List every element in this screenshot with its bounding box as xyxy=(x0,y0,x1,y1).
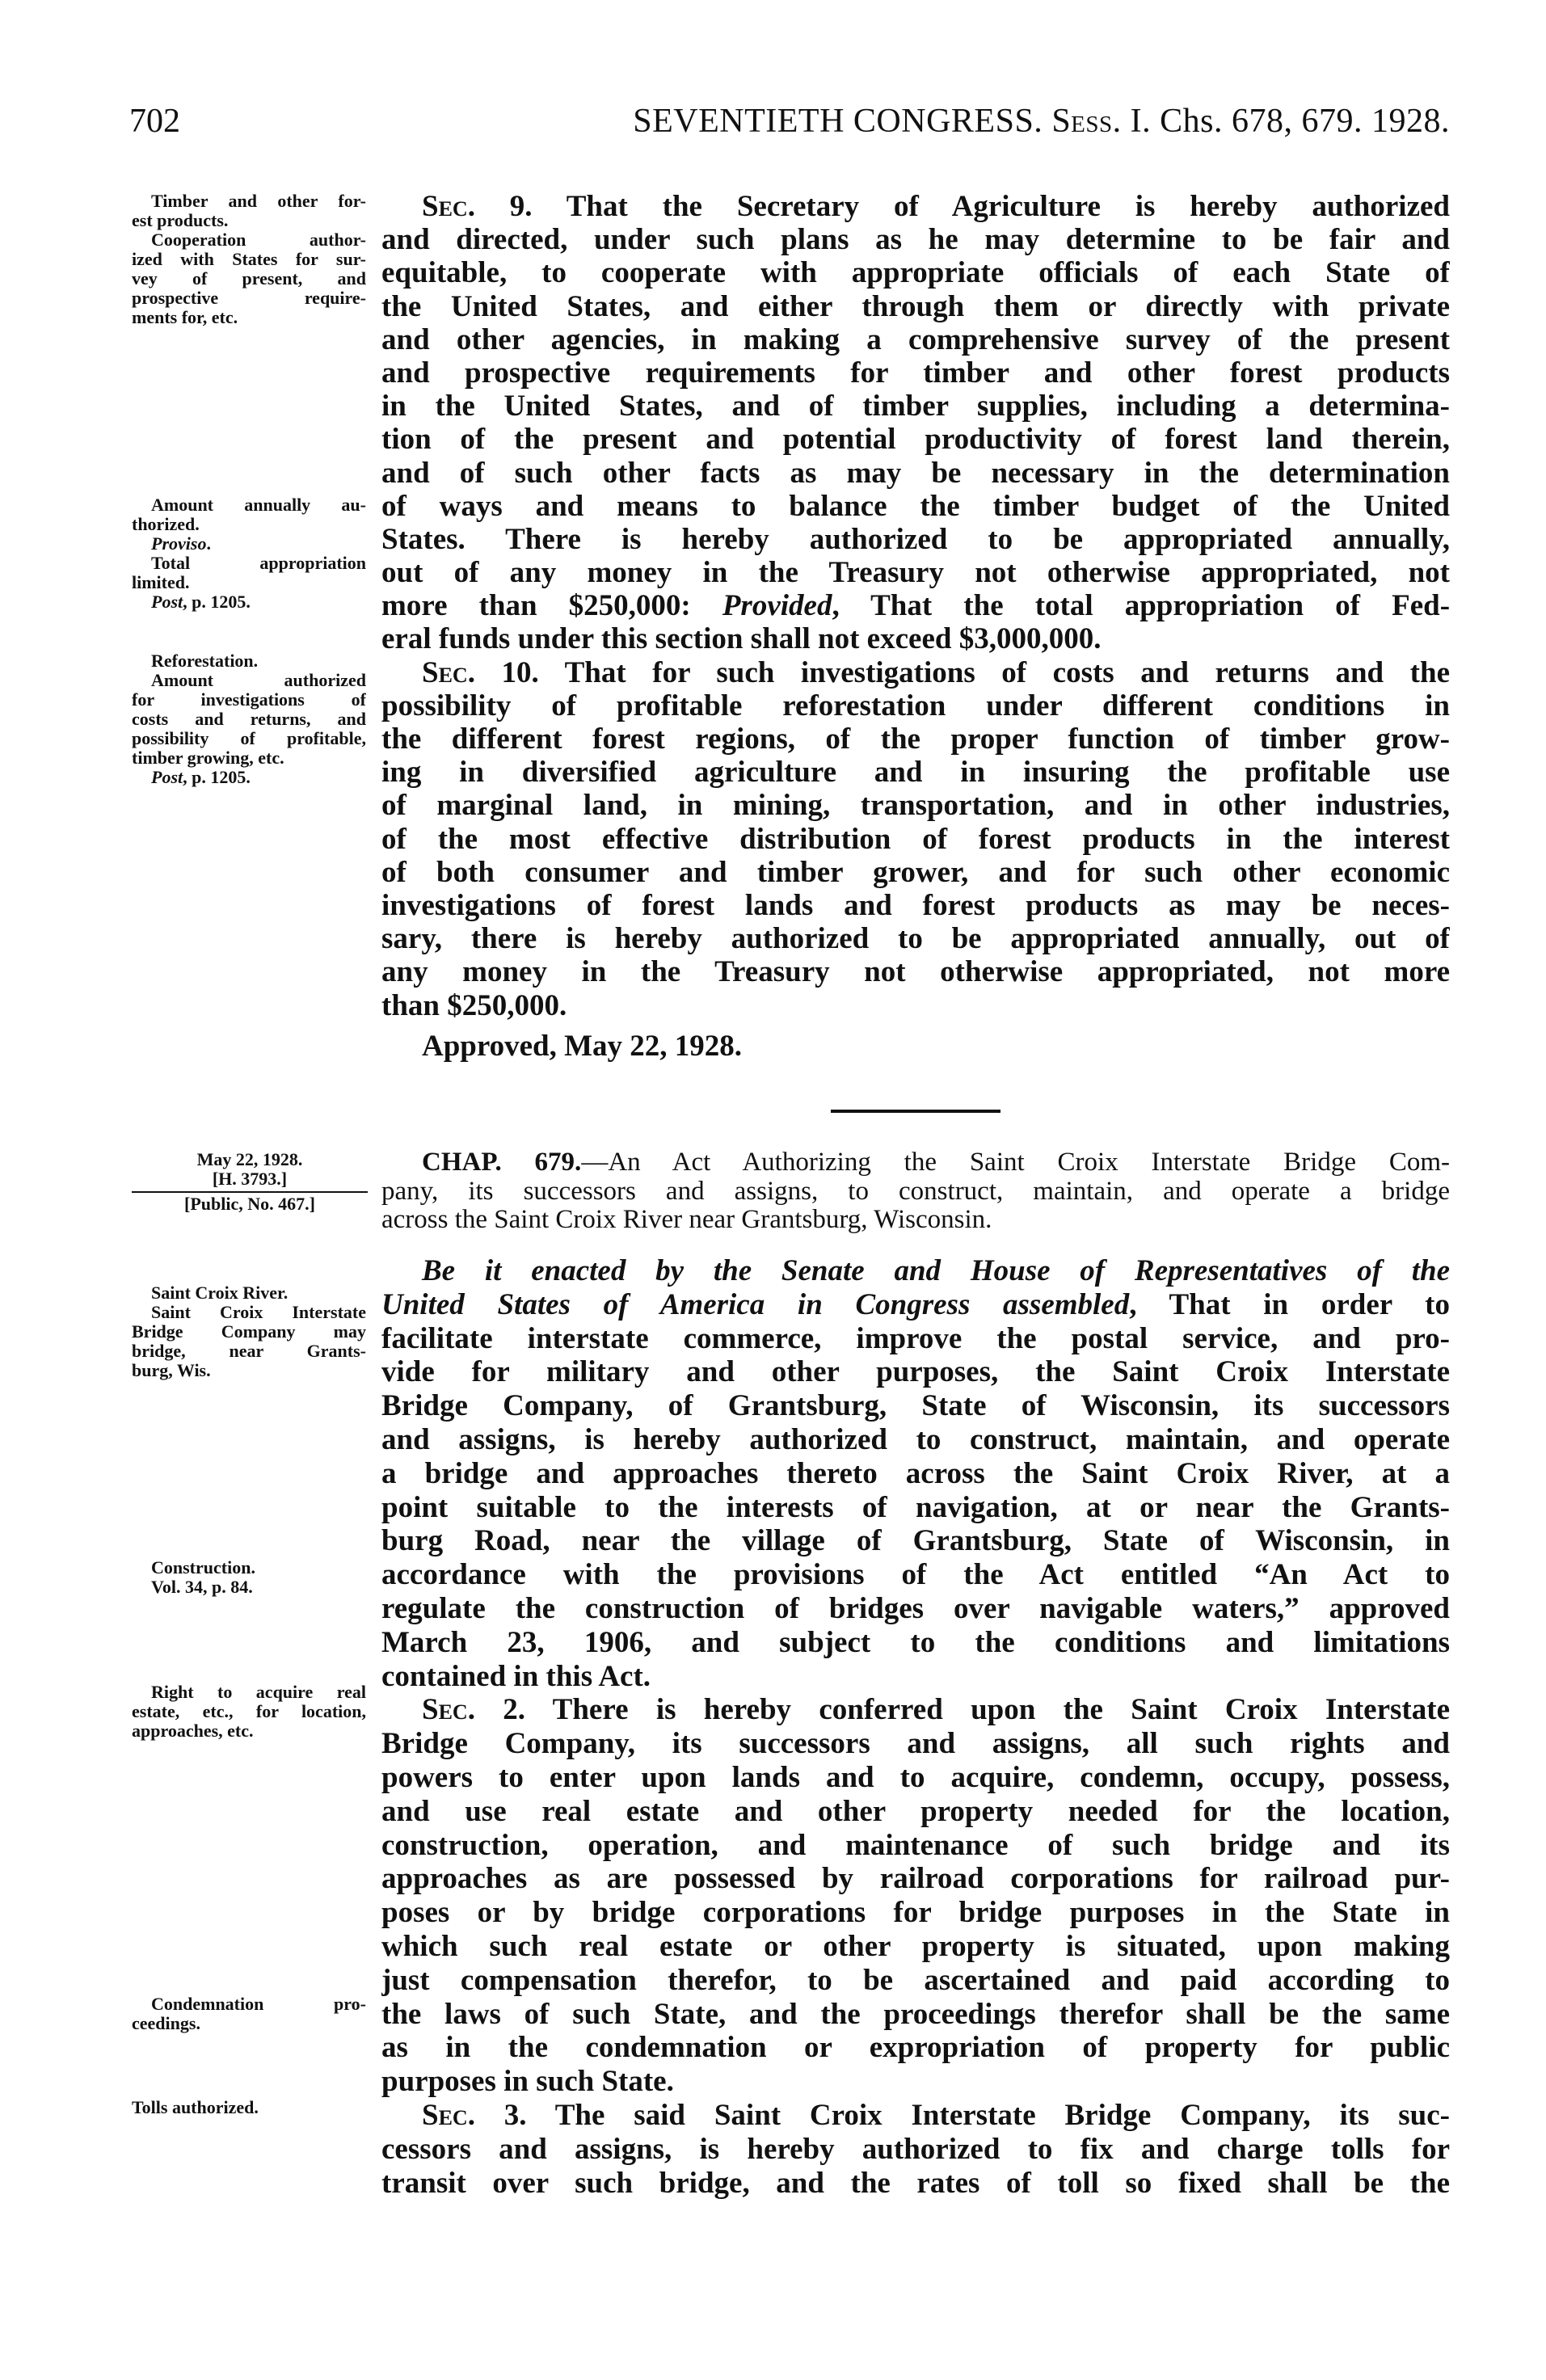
text-line: burg, Wis. xyxy=(132,1361,211,1380)
text-line: Vol. 34, p. 84. xyxy=(151,1578,253,1597)
section-label: Sec. xyxy=(422,2098,475,2132)
text-line: and assigns, is hereby authorized to construct, maintain, and operate xyxy=(381,1422,1450,1456)
text-line: estate, etc., for location, xyxy=(132,1702,366,1721)
text-line: Saint Croix River. xyxy=(151,1283,289,1303)
margin-act-info xyxy=(132,1150,368,1214)
text-line: contained in this Act. xyxy=(381,1659,651,1693)
italic-text: United States of America in Congress assembled xyxy=(381,1287,1130,1321)
text-line: point suitable to the interests of navigation, at or near the Grants- xyxy=(381,1490,1450,1524)
text-line: a bridge and approaches thereto across the Saint Croix River, at a xyxy=(381,1456,1450,1490)
italic-text: Proviso xyxy=(151,534,207,554)
paragraph xyxy=(132,651,366,671)
text-line: Timber and other for- xyxy=(151,192,366,211)
text-line: of the most effective distribution of forest products in the interest xyxy=(381,822,1450,856)
margin-divider xyxy=(132,1191,368,1193)
text-line: ized with States for sur- xyxy=(132,250,366,269)
text-line: Post, p. 1205. xyxy=(151,592,251,612)
chapter-heading-line: across the Saint Croix River near Grantsburg, Wisconsin. xyxy=(381,1206,992,1234)
italic-text: Post xyxy=(151,592,183,612)
margin-note-reforestation xyxy=(132,651,366,787)
text-line: powers to enter upon lands and to acquire, condemn, occupy, possess, xyxy=(381,1760,1450,1794)
paragraph xyxy=(132,671,366,768)
text-line: and other agencies, in making a comprehensive survey of the present xyxy=(381,322,1450,356)
text-line: Cooperation author- xyxy=(151,230,366,250)
chapters-label: Chs. 678, 679. 1928. xyxy=(1151,103,1450,140)
congress-title: SEVENTIETH CONGRESS. xyxy=(633,103,1052,140)
paragraph xyxy=(132,768,366,787)
text-line: cessors and assigns, is hereby authorized to fix and charge tolls for xyxy=(381,2132,1450,2166)
text-line: Total appropriation xyxy=(151,554,366,573)
text-line: Saint Croix Interstate xyxy=(151,1303,366,1322)
margin-note-saint-croix xyxy=(132,1283,366,1380)
text-line: bridge, near Grants- xyxy=(132,1342,366,1361)
text-line: March 23, 1906, and subject to the conditions and limitations xyxy=(381,1625,1450,1659)
text-line: the laws of such State, and the proceedings therefor shall be the same xyxy=(381,1997,1450,2031)
text-line: regulate the construction of bridges over navigable waters,” approved xyxy=(381,1591,1450,1625)
text-line: any money in the Treasury not otherwise appropriated, not more xyxy=(381,955,1450,989)
text-line: ceedings. xyxy=(132,2014,200,2033)
text-line: Bridge Company, its successors and assigns, all such rights and xyxy=(381,1727,1450,1761)
paragraph xyxy=(132,534,366,554)
text-line: out of any money in the Treasury not otherwise appropriated, not xyxy=(381,556,1450,590)
text-line: the United States, and either through them or directly with private xyxy=(381,289,1450,323)
text-line: transit over such bridge, and the rates of toll so fixed shall be the xyxy=(381,2166,1450,2200)
text-line: vide for military and other purposes, the Saint Croix Interstate xyxy=(381,1355,1450,1389)
text-line: Bridge Company may xyxy=(132,1322,366,1342)
text-line: possibility of profitable, xyxy=(132,729,366,748)
text-line: Condemnation pro- xyxy=(151,1995,366,2014)
margin-note-timber xyxy=(132,192,366,327)
text-line: just compensation therefor, to be ascertained and paid according to xyxy=(381,1963,1450,1997)
text-line: Bridge Company, of Grantsburg, State of Wisconsin, its successors xyxy=(381,1389,1450,1423)
paragraph xyxy=(132,1303,366,1380)
paragraph xyxy=(381,1693,1450,2099)
text-line: equitable, to cooperate with appropriate officials of each State of xyxy=(381,256,1450,290)
margin-note-amount-annually xyxy=(132,495,366,612)
text-line: ments for, etc. xyxy=(132,308,238,327)
chapter-679-text xyxy=(381,1254,1450,2200)
paragraph xyxy=(132,495,366,534)
text-line: poses or by bridge corporations for bridge purposes in the State in xyxy=(381,1896,1450,1930)
approval-line: Approved, May 22, 1928. xyxy=(422,1030,743,1063)
section-label: Sec. xyxy=(422,190,475,223)
text-line: Sec. 3. The said Saint Croix Interstate Bridge Company, its suc- xyxy=(422,2098,1450,2132)
bill-number: [H. 3793.] xyxy=(212,1169,288,1189)
text-line: as in the condemnation or expropriation of property for public xyxy=(381,2031,1450,2065)
text-line: and use real estate and other property needed for the location, xyxy=(381,1794,1450,1828)
text-line: vey of present, and xyxy=(132,269,366,289)
text-line: of marginal land, in mining, transportation, and in other industries, xyxy=(381,789,1450,823)
text-line: purposes in such State. xyxy=(381,2065,674,2099)
text-line: burg Road, near the village of Grantsburg, State of Wisconsin, in xyxy=(381,1524,1450,1558)
text-line: which such real estate or other property is situated, upon making xyxy=(381,1929,1450,1963)
paragraph xyxy=(132,1578,366,1597)
paragraph xyxy=(132,592,366,612)
text-line: Sec. 10. That for such investigations of costs and returns and the xyxy=(422,655,1450,689)
text-line: States. There is hereby authorized to be appropriated annually, xyxy=(381,522,1450,556)
text-line: approaches as are possessed by railroad corporations for railroad pur- xyxy=(381,1862,1450,1896)
text-line: in the United States, and of timber supplies, including a determina- xyxy=(381,390,1450,423)
text-line: facilitate interstate commerce, improve the postal service, and pro- xyxy=(381,1321,1450,1355)
text-line: Right to acquire real xyxy=(151,1683,366,1702)
text-line: Post, p. 1205. xyxy=(151,768,251,787)
page-number: 702 xyxy=(129,103,180,140)
text-line: Amount annually au- xyxy=(151,495,366,515)
text-line: Construction. xyxy=(151,1558,255,1578)
paragraph xyxy=(132,1558,366,1578)
text-line: Proviso. xyxy=(151,534,211,554)
text-line: and prospective requirements for timber and other forest products xyxy=(381,356,1450,390)
italic-text: Provided xyxy=(722,589,832,623)
public-law-number: [Public, No. 467.] xyxy=(184,1194,315,1214)
text-line: est products. xyxy=(132,211,229,230)
chapter-number: CHAP. 679. xyxy=(422,1148,582,1177)
margin-note-construction xyxy=(132,1558,366,1597)
paragraph xyxy=(132,1283,366,1303)
text-line: the different forest regions, of the proper function of timber grow- xyxy=(381,722,1450,756)
text-line: Sec. 9. That the Secretary of Agriculture is hereby authorized xyxy=(422,190,1450,223)
text-line: costs and returns, and xyxy=(132,710,366,729)
text-line: construction, operation, and maintenance of such bridge and its xyxy=(381,1828,1450,1862)
paragraph xyxy=(132,2098,366,2117)
text-line: for investigations of xyxy=(132,690,366,710)
text-line: Sec. 2. There is hereby conferred upon the Saint Croix Interstate xyxy=(422,1693,1450,1727)
text-line: timber growing, etc. xyxy=(132,748,284,768)
text-line: of ways and means to balance the timber budget of the United xyxy=(381,489,1450,523)
section-label: Sec. xyxy=(422,1693,475,1727)
text-line: accordance with the provisions of the Act entitled “An Act to xyxy=(381,1558,1450,1592)
text-line: of both consumer and timber grower, and for such other economic xyxy=(381,855,1450,889)
margin-note-tolls xyxy=(132,2098,366,2117)
chapter-divider xyxy=(831,1110,1000,1113)
margin-note-condemnation xyxy=(132,1995,366,2033)
text-line: limited. xyxy=(132,573,190,592)
italic-text: Be it enacted by the Senate and House of Representatives of the xyxy=(422,1254,1450,1287)
paragraph xyxy=(132,1995,366,2033)
paragraph xyxy=(381,656,1450,1022)
act-date: May 22, 1928. xyxy=(196,1149,303,1169)
text-line: and of such other facts as may be necessary in the determination xyxy=(381,456,1450,490)
text-line: investigations of forest lands and forest products as may be neces- xyxy=(381,888,1450,922)
section-label: Sec. xyxy=(422,655,475,689)
page-header xyxy=(129,100,1450,142)
paragraph xyxy=(381,1254,1450,1693)
text-line: prospective require- xyxy=(132,289,366,308)
chapter-heading-line: pany, its successors and assigns, to construct, maintain, and operate a bridge xyxy=(381,1177,1450,1206)
session-label: Sess. I. xyxy=(1051,103,1152,140)
chapter-heading-line xyxy=(381,1148,1450,1177)
paragraph xyxy=(132,1683,366,1741)
text-line: Tolls authorized. xyxy=(132,2098,259,2117)
text-line: and directed, under such plans as he may determine to be fair and xyxy=(381,223,1450,257)
text-line: tion of the present and potential productivity of forest land therein, xyxy=(381,423,1450,457)
text-line: United States of America in Congress assembled, That in order to xyxy=(381,1287,1450,1321)
text-line: than $250,000. xyxy=(381,988,567,1022)
sections-9-10 xyxy=(381,190,1450,1022)
text-line: sary, there is hereby authorized to be appropriated annually, out of xyxy=(381,922,1450,956)
paragraph xyxy=(381,190,1450,656)
chapter-title-text: —An Act Authorizing the Saint Croix Interstate Bridge Com- xyxy=(581,1148,1450,1177)
text-line: more than $250,000: Provided, That the total appropriation of Fed- xyxy=(381,589,1450,623)
text-line: thorized. xyxy=(132,515,200,534)
paragraph xyxy=(132,554,366,592)
italic-text: Post xyxy=(151,768,183,787)
paragraph xyxy=(132,230,366,327)
text-line: possibility of profitable reforestation under different conditions in xyxy=(381,689,1450,722)
margin-note-right-to-acquire xyxy=(132,1683,366,1741)
paragraph xyxy=(132,192,366,230)
chapter-heading xyxy=(381,1148,1450,1235)
text-line: ing in diversified agriculture and in insuring the profitable use xyxy=(381,756,1450,790)
paragraph xyxy=(381,2099,1450,2200)
text-line: approaches, etc. xyxy=(132,1721,254,1741)
text-line: Amount authorized xyxy=(151,671,366,690)
text-line xyxy=(381,1254,1450,1288)
text-line: Reforestation. xyxy=(151,651,259,671)
running-head xyxy=(633,100,1450,142)
text-line: eral funds under this section shall not exceed $3,000,000. xyxy=(381,622,1102,656)
